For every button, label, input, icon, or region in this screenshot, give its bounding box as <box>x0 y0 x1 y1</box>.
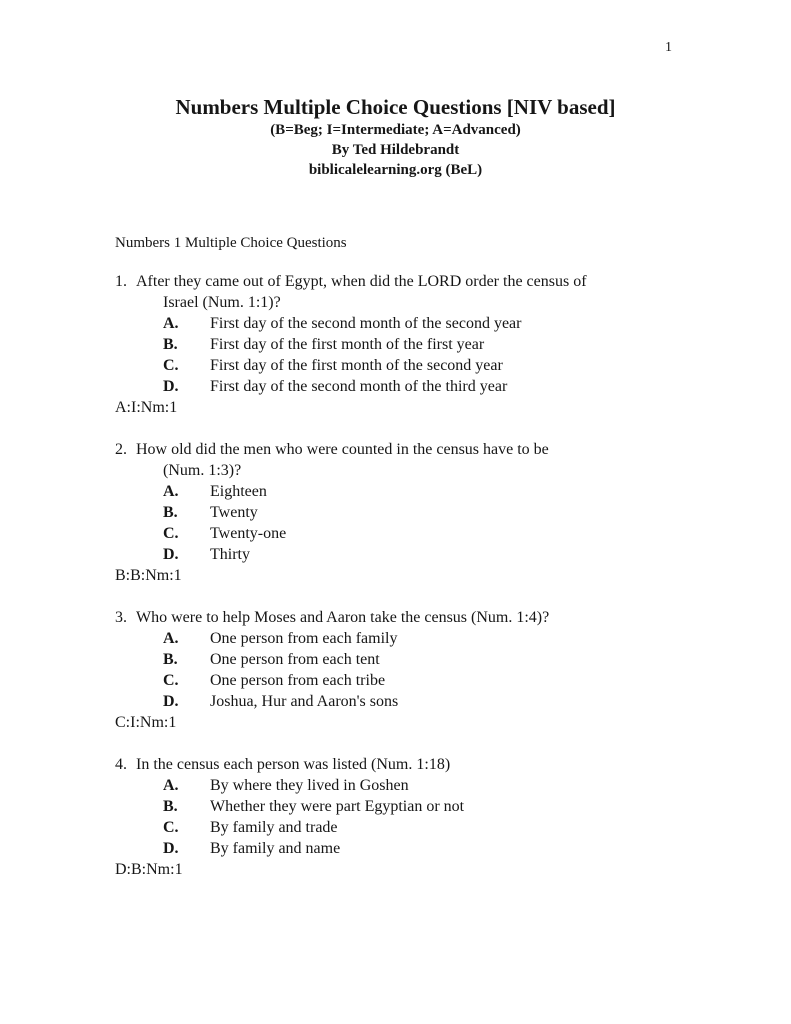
option-letter: B. <box>163 504 178 521</box>
option-letter: B. <box>163 336 178 353</box>
option-text: Twenty-one <box>210 525 287 542</box>
option-row <box>163 670 791 691</box>
option-text: Whether they were part Egyptian or not <box>210 798 465 815</box>
option-text: Eighteen <box>210 483 267 500</box>
question-first-line <box>115 271 791 292</box>
option-letter: A. <box>163 777 179 794</box>
option-row <box>163 838 791 859</box>
question-number: 3. <box>115 609 127 626</box>
option-row <box>163 376 791 397</box>
option-letter: B. <box>163 798 178 815</box>
answer-key: D:B:Nm:1 <box>115 861 183 878</box>
document-title: Numbers Multiple Choice Questions [NIV based] <box>175 95 616 119</box>
answer-key: A:I:Nm:1 <box>115 399 178 416</box>
document-subtitle-levels: (B=Beg; I=Intermediate; A=Advanced) <box>270 122 521 138</box>
question-text-continuation: (Num. 1:3)? <box>163 462 242 479</box>
question-block <box>115 607 791 733</box>
answer-key: B:B:Nm:1 <box>115 567 182 584</box>
option-letter: D. <box>163 546 179 563</box>
document-header <box>0 0 791 180</box>
document-subtitle-author: By Ted Hildebrandt <box>331 142 460 158</box>
option-row <box>163 817 791 838</box>
option-letter: C. <box>163 672 179 689</box>
question-text-continuation: Israel (Num. 1:1)? <box>163 294 281 311</box>
option-row <box>163 481 791 502</box>
option-text: Twenty <box>210 504 258 521</box>
option-row <box>163 355 791 376</box>
option-row <box>163 313 791 334</box>
question-number: 2. <box>115 441 127 458</box>
option-letter: C. <box>163 525 179 542</box>
option-text: One person from each family <box>210 630 398 647</box>
option-text: Joshua, Hur and Aaron's sons <box>210 693 399 710</box>
option-letter: A. <box>163 483 179 500</box>
option-row <box>163 628 791 649</box>
question-text: In the census each person was listed (Num. 1:18) <box>136 756 451 773</box>
option-letter: D. <box>163 840 179 857</box>
option-letter: A. <box>163 315 179 332</box>
option-row <box>163 796 791 817</box>
option-text: One person from each tribe <box>210 672 386 689</box>
option-row <box>163 502 791 523</box>
option-row <box>163 691 791 712</box>
question-text: Who were to help Moses and Aaron take the census (Num. 1:4)? <box>136 609 550 626</box>
answer-key: C:I:Nm:1 <box>115 714 177 731</box>
option-row <box>163 334 791 355</box>
option-letter: A. <box>163 630 179 647</box>
option-letter: B. <box>163 651 178 668</box>
question-block <box>115 271 791 418</box>
option-text: By family and name <box>210 840 341 857</box>
question-number: 1. <box>115 273 127 290</box>
option-text: One person from each tent <box>210 651 380 668</box>
option-text: By family and trade <box>210 819 338 836</box>
option-letter: C. <box>163 819 179 836</box>
question-text: How old did the men who were counted in the census have to be <box>136 441 549 458</box>
option-text: By where they lived in Goshen <box>210 777 409 794</box>
option-row <box>163 775 791 796</box>
option-row <box>163 544 791 565</box>
question-first-line <box>115 607 791 628</box>
document-subtitle-site: biblicalelearning.org (BeL) <box>308 162 483 178</box>
question-text: After they came out of Egypt, when did the LORD order the census of <box>136 273 587 290</box>
question-block <box>115 439 791 586</box>
option-row <box>163 523 791 544</box>
question-first-line <box>115 439 791 460</box>
question-first-line <box>115 754 791 775</box>
option-row <box>163 649 791 670</box>
question-number: 4. <box>115 756 127 773</box>
option-letter: C. <box>163 357 179 374</box>
option-text: First day of the first month of the second year <box>210 357 503 374</box>
question-block <box>115 754 791 880</box>
option-text: First day of the second month of the third year <box>210 378 508 395</box>
option-text: First day of the first month of the first year <box>210 336 485 353</box>
question-list <box>115 271 791 880</box>
section-heading: Numbers 1 Multiple Choice Questions <box>115 235 347 251</box>
option-text: Thirty <box>210 546 250 563</box>
page-number: 1 <box>665 40 672 55</box>
option-text: First day of the second month of the second year <box>210 315 522 332</box>
option-letter: D. <box>163 693 179 710</box>
option-letter: D. <box>163 378 179 395</box>
